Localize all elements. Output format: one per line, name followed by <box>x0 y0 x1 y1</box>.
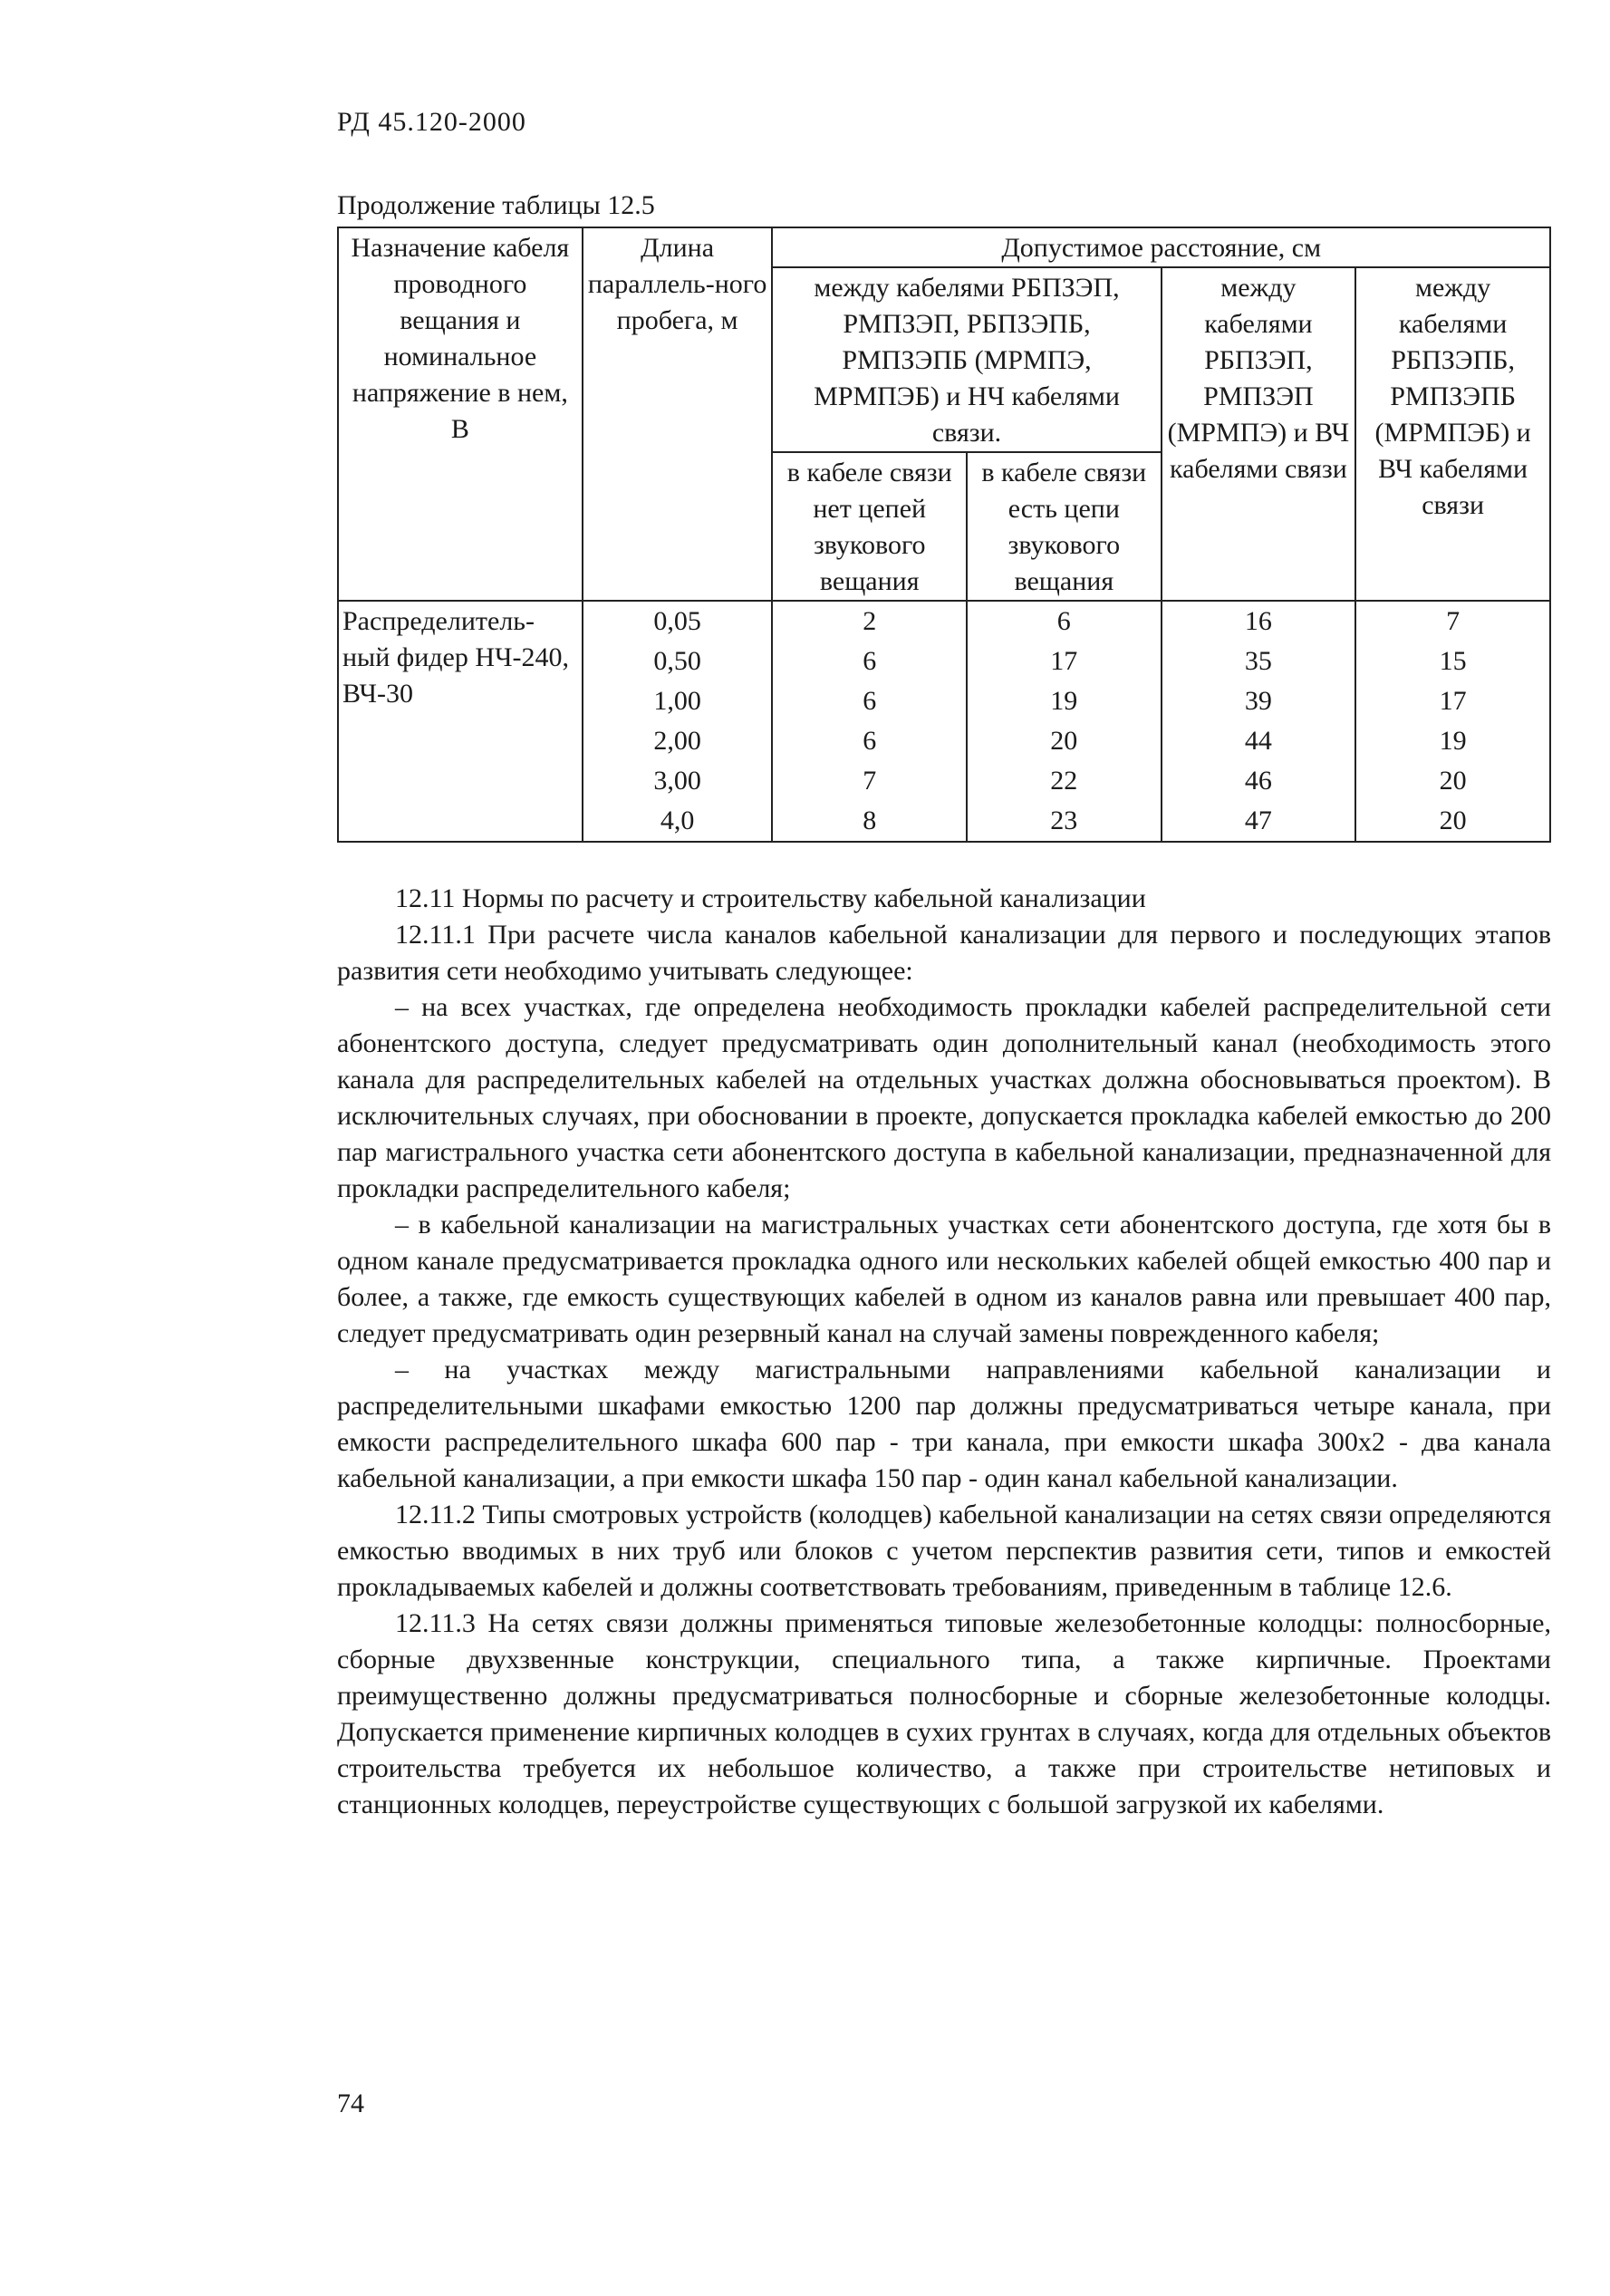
cell-value: 17 <box>1355 681 1550 721</box>
page-number: 74 <box>337 2089 364 2118</box>
cell-value: 6 <box>772 681 967 721</box>
cell-length: 3,00 <box>583 761 773 801</box>
header-parallel-length: Длина параллель-ного пробега, м <box>583 227 773 601</box>
bullet-item: – на всех участках, где определена необходимость прокладки кабелей распределительной сети абонентского доступа, следует предусматривать один дополнительный канал (необходимость этого канала для распределительных кабелей на отдельных участках должна обосновываться проектом). В исключительных случаях, при обосновании в проекте, допускается прокладка кабелей емкостью до 200 пар магистрального участка сети абонентского доступа в кабельной канализации, предназначенной для прокладки распределительного кабеля; <box>337 992 1551 1203</box>
header-cable-purpose: Назначение кабеля проводного вещания и номинальное напряжение в нем, В <box>338 227 583 601</box>
row-label-feeder: Распределитель-ный фидер НЧ-240, ВЧ-30 <box>338 601 583 842</box>
section-12-11-1: 12.11.1 При расчете числа каналов кабельной канализации для первого и последующих этапов развития сети необходимо учитывать следующее: <box>337 920 1551 986</box>
bullet-item: – в кабельной канализации на магистральных участках сети абонентского доступа, где хотя бы в одном канале предусматривается прокладка одного или нескольких кабелей общей емкостью 400 пар и более, а также, где емкость существующих кабелей в одном из каналов равна или превышает 400 пар, следует предусматривать один резервный канал на случай замены поврежденного кабеля; <box>337 1210 1551 1348</box>
header-between-cables-hf: между кабелями РБПЗЭП, РМПЗЭП (МРМПЭ) и ВЧ кабелями связи <box>1162 267 1356 601</box>
document-code: РД 45.120-2000 <box>337 107 526 137</box>
header-between-cables-lf: между кабелями РБПЗЭП, РМПЗЭП, РБПЗЭПБ, РМПЗЭПБ (МРМПЭ, МРМПЭБ) и НЧ кабелями связи. <box>772 267 1161 452</box>
table-header-row-1 <box>338 227 1550 267</box>
cell-value: 46 <box>1162 761 1356 801</box>
cell-length: 0,50 <box>583 642 773 681</box>
cell-value: 19 <box>1355 721 1550 761</box>
bullet-item: – на участках между магистральными направлениями кабельной канализации и распределительными шкафами емкостью 1200 пар должны предусматриваться четыре канала, при емкости распределительного шкафа 600 пар - три канала, при емкости шкафа 300х2 - два канала кабельной канализации, а при емкости шкафа 150 пар - один канал кабельной канализации. <box>337 1355 1551 1493</box>
table-row <box>338 601 1550 642</box>
cell-value: 39 <box>1162 681 1356 721</box>
cell-value: 22 <box>967 761 1162 801</box>
cell-value: 15 <box>1355 642 1550 681</box>
cell-value: 19 <box>967 681 1162 721</box>
cell-length: 4,0 <box>583 801 773 842</box>
cell-value: 8 <box>772 801 967 842</box>
header-between-cables-hf-b: между кабелями РБПЗЭПБ, РМПЗЭПБ (МРМПЭБ) и ВЧ кабелями связи <box>1355 267 1550 601</box>
body-text <box>337 881 1551 1823</box>
cell-length: 2,00 <box>583 721 773 761</box>
distance-table <box>337 227 1551 843</box>
cell-value: 6 <box>772 642 967 681</box>
cell-value: 6 <box>772 721 967 761</box>
header-allowed-distance: Допустимое расстояние, см <box>772 227 1550 267</box>
cell-value: 17 <box>967 642 1162 681</box>
cell-value: 44 <box>1162 721 1356 761</box>
cell-value: 35 <box>1162 642 1356 681</box>
table-caption: Продолжение таблицы 12.5 <box>337 190 655 220</box>
cell-value: 6 <box>967 601 1162 642</box>
cell-value: 23 <box>967 801 1162 842</box>
section-12-11-3: 12.11.3 На сетях связи должны применяться типовые железобетонные колодцы: полносборные, сборные двухзвенные конструкции, специального типа, а также кирпичные. Проектами преимущественно должны предусматриваться полносборные и сборные железобетонные колодцы. Допускается применение кирпичных колодцев в сухих грунтах в случаях, когда для отдельных объектов строительства требуется их небольшое количество, а также при строительстве нетиповых и станционных колодцев, переустройстве существующих с большой загрузкой их кабелями. <box>337 1608 1551 1819</box>
cell-value: 16 <box>1162 601 1356 642</box>
cell-value: 7 <box>772 761 967 801</box>
cell-value: 47 <box>1162 801 1356 842</box>
cell-length: 1,00 <box>583 681 773 721</box>
section-12-11-heading: 12.11 Нормы по расчету и строительству кабельной канализации <box>395 883 1146 913</box>
header-no-broadcast-circuits: в кабеле связи нет цепей звукового вещания <box>772 452 967 601</box>
cell-value: 20 <box>967 721 1162 761</box>
cell-value: 20 <box>1355 801 1550 842</box>
cell-value: 2 <box>772 601 967 642</box>
header-with-broadcast-circuits: в кабеле связи есть цепи звукового вещания <box>967 452 1162 601</box>
section-12-11-2: 12.11.2 Типы смотровых устройств (колодцев) кабельной канализации на сетях связи определяются емкостью вводимых в них труб или блоков с учетом перспектив развития сети, типов и емкостей прокладываемых кабелей и должны соответствовать требованиям, приведенным в таблице 12.6. <box>337 1500 1551 1602</box>
cell-length: 0,05 <box>583 601 773 642</box>
cell-value: 7 <box>1355 601 1550 642</box>
cell-value: 20 <box>1355 761 1550 801</box>
